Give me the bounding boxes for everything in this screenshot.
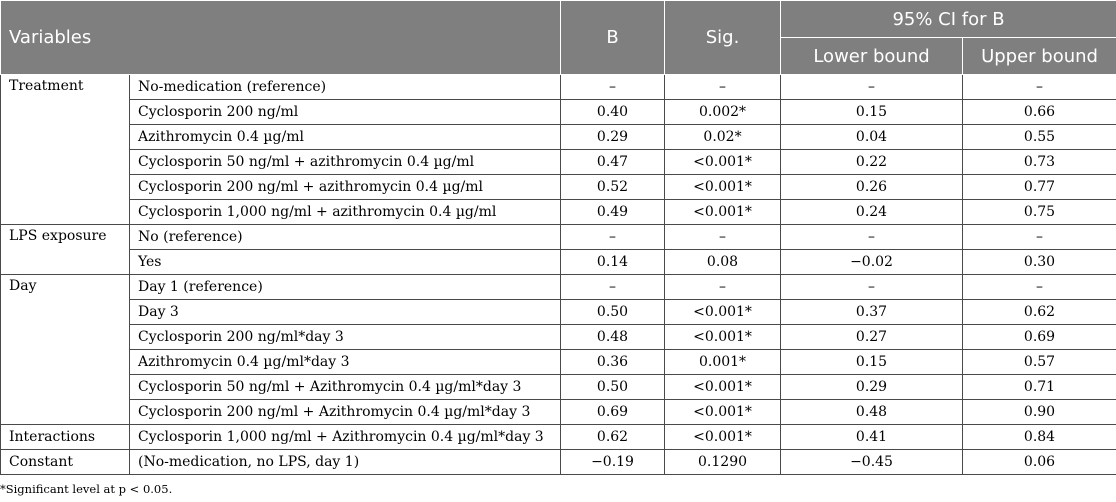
table-row xyxy=(1,350,1116,375)
cell-upper: 0.30 xyxy=(963,250,1116,275)
table-row xyxy=(1,150,1116,175)
cell-lower: −0.45 xyxy=(781,450,963,475)
cell-lower: – xyxy=(781,225,963,250)
cell-upper: 0.62 xyxy=(963,300,1116,325)
cell-label: Cyclosporin 200 ng/ml xyxy=(130,100,561,125)
cell-upper: 0.90 xyxy=(963,400,1116,425)
cell-b: 0.62 xyxy=(561,425,665,450)
cell-upper: 0.71 xyxy=(963,375,1116,400)
group-name: LPS exposure xyxy=(1,225,130,275)
cell-label: Azithromycin 0.4 µg/ml*day 3 xyxy=(130,350,561,375)
cell-sig: <0.001* xyxy=(665,400,781,425)
table-row xyxy=(1,275,1116,300)
cell-sig: – xyxy=(665,275,781,300)
cell-b: 0.50 xyxy=(561,375,665,400)
cell-upper: – xyxy=(963,75,1116,100)
cell-upper: 0.73 xyxy=(963,150,1116,175)
footnote: *Significant level at p < 0.05. xyxy=(0,482,173,496)
cell-label: Cyclosporin 200 ng/ml + azithromycin 0.4 µg/ml xyxy=(130,175,561,200)
cell-b: – xyxy=(561,225,665,250)
table-row xyxy=(1,225,1116,250)
cell-sig: <0.001* xyxy=(665,375,781,400)
cell-sig: <0.001* xyxy=(665,425,781,450)
cell-label: Day 3 xyxy=(130,300,561,325)
table-row xyxy=(1,250,1116,275)
cell-lower: 0.04 xyxy=(781,125,963,150)
cell-b: 0.50 xyxy=(561,300,665,325)
cell-sig: – xyxy=(665,75,781,100)
cell-sig: 0.1290 xyxy=(665,450,781,475)
cell-b: – xyxy=(561,275,665,300)
cell-sig: <0.001* xyxy=(665,150,781,175)
table-row xyxy=(1,325,1116,350)
header-row-1 xyxy=(1,1,1116,38)
cell-label: No (reference) xyxy=(130,225,561,250)
cell-label: (No-medication, no LPS, day 1) xyxy=(130,450,561,475)
cell-b: 0.40 xyxy=(561,100,665,125)
cell-sig: <0.001* xyxy=(665,300,781,325)
cell-label: Cyclosporin 50 ng/ml + azithromycin 0.4 µg/ml xyxy=(130,150,561,175)
group-name: Treatment xyxy=(1,75,130,225)
cell-lower: 0.24 xyxy=(781,200,963,225)
cell-label: Azithromycin 0.4 µg/ml xyxy=(130,125,561,150)
cell-lower: 0.15 xyxy=(781,350,963,375)
cell-lower: 0.29 xyxy=(781,375,963,400)
table-row xyxy=(1,375,1116,400)
table-row xyxy=(1,125,1116,150)
cell-upper: 0.57 xyxy=(963,350,1116,375)
cell-upper: 0.55 xyxy=(963,125,1116,150)
cell-b: 0.29 xyxy=(561,125,665,150)
cell-sig: 0.002* xyxy=(665,100,781,125)
cell-upper: 0.75 xyxy=(963,200,1116,225)
header-variables: Variables xyxy=(1,1,561,75)
cell-upper: 0.69 xyxy=(963,325,1116,350)
cell-label: Yes xyxy=(130,250,561,275)
table-row xyxy=(1,200,1116,225)
cell-label: Day 1 (reference) xyxy=(130,275,561,300)
table-row xyxy=(1,300,1116,325)
cell-lower: – xyxy=(781,275,963,300)
cell-b: 0.14 xyxy=(561,250,665,275)
cell-sig: 0.001* xyxy=(665,350,781,375)
cell-lower: – xyxy=(781,75,963,100)
table-body xyxy=(1,75,1116,475)
cell-label: Cyclosporin 200 ng/ml*day 3 xyxy=(130,325,561,350)
table-row xyxy=(1,100,1116,125)
cell-upper: – xyxy=(963,225,1116,250)
cell-upper: 0.77 xyxy=(963,175,1116,200)
group-name: Constant xyxy=(1,450,130,475)
cell-label: Cyclosporin 1,000 ng/ml + Azithromycin 0.4 µg/ml*day 3 xyxy=(130,425,561,450)
cell-label: Cyclosporin 50 ng/ml + Azithromycin 0.4 µg/ml*day 3 xyxy=(130,375,561,400)
cell-sig: – xyxy=(665,225,781,250)
header-b: B xyxy=(561,1,665,75)
cell-sig: <0.001* xyxy=(665,200,781,225)
cell-upper: – xyxy=(963,275,1116,300)
cell-lower: 0.37 xyxy=(781,300,963,325)
header-ci: 95% CI for B xyxy=(781,1,1116,38)
cell-lower: 0.27 xyxy=(781,325,963,350)
cell-b: – xyxy=(561,75,665,100)
cell-sig: <0.001* xyxy=(665,325,781,350)
cell-lower: 0.48 xyxy=(781,400,963,425)
cell-label: Cyclosporin 1,000 ng/ml + azithromycin 0.4 µg/ml xyxy=(130,200,561,225)
cell-sig: 0.02* xyxy=(665,125,781,150)
header-lower-bound: Lower bound xyxy=(781,38,963,75)
table-row xyxy=(1,75,1116,100)
group-name: Day xyxy=(1,275,130,425)
group-name: Interactions xyxy=(1,425,130,450)
cell-lower: 0.41 xyxy=(781,425,963,450)
cell-lower: −0.02 xyxy=(781,250,963,275)
cell-label: No-medication (reference) xyxy=(130,75,561,100)
cell-sig: 0.08 xyxy=(665,250,781,275)
cell-upper: 0.66 xyxy=(963,100,1116,125)
table-row xyxy=(1,400,1116,425)
cell-sig: <0.001* xyxy=(665,175,781,200)
header-sig: Sig. xyxy=(665,1,781,75)
table-row xyxy=(1,175,1116,200)
cell-label: Cyclosporin 200 ng/ml + Azithromycin 0.4 µg/ml*day 3 xyxy=(130,400,561,425)
cell-b: 0.69 xyxy=(561,400,665,425)
cell-lower: 0.26 xyxy=(781,175,963,200)
cell-b: 0.36 xyxy=(561,350,665,375)
cell-lower: 0.22 xyxy=(781,150,963,175)
cell-upper: 0.06 xyxy=(963,450,1116,475)
cell-b: 0.52 xyxy=(561,175,665,200)
cell-lower: 0.15 xyxy=(781,100,963,125)
cell-b: 0.47 xyxy=(561,150,665,175)
cell-upper: 0.84 xyxy=(963,425,1116,450)
cell-b: 0.49 xyxy=(561,200,665,225)
cell-b: 0.48 xyxy=(561,325,665,350)
table-row xyxy=(1,425,1116,450)
header-upper-bound: Upper bound xyxy=(963,38,1116,75)
table-row xyxy=(1,450,1116,475)
cell-b: −0.19 xyxy=(561,450,665,475)
